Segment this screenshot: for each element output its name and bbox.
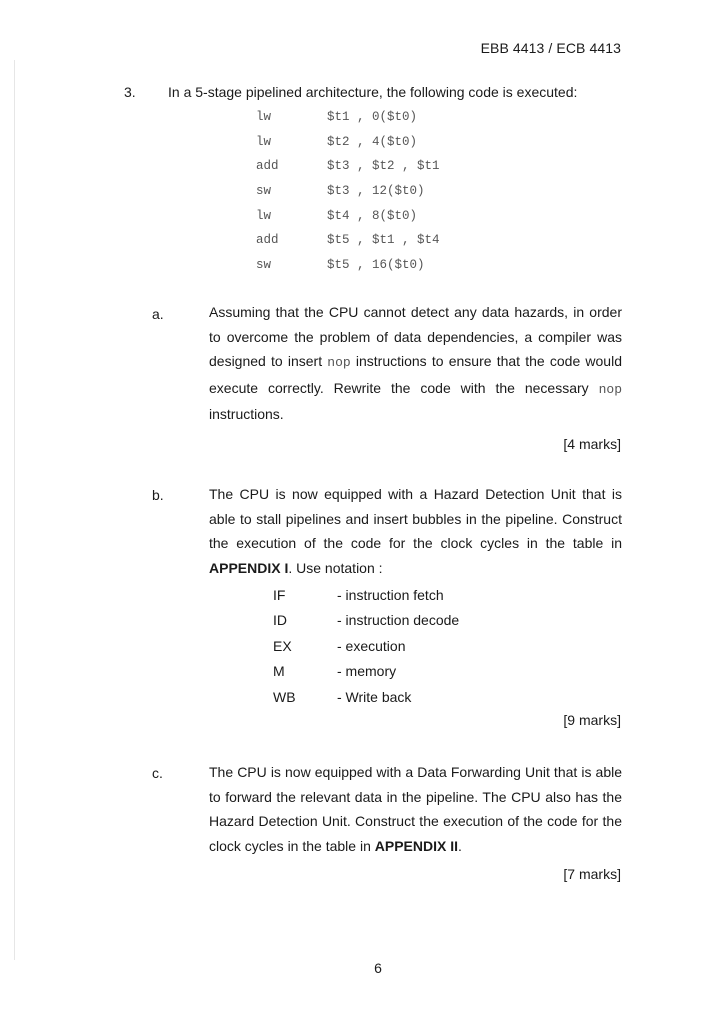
code-operands: $t4 , 8($t0) [327, 208, 418, 223]
code-opcode: lw [256, 134, 272, 149]
code-operands: $t5 , 16($t0) [327, 258, 425, 273]
part-a-text-1: Assuming that the CPU cannot detect any data hazards, in order to overcome the problem of data dependencies, a compiler was designed to insert [209, 304, 622, 369]
code-opcode: add [256, 159, 279, 174]
question-intro: In a 5-stage pipelined architecture, the following code is executed: [168, 84, 578, 100]
course-codes-header: EBB 4413 / ECB 4413 [480, 40, 621, 56]
part-c-label: c. [152, 765, 163, 781]
notation-desc: - instruction fetch [337, 587, 444, 603]
code-operands: $t2 , 4($t0) [327, 134, 418, 149]
code-operands: $t1 , 0($t0) [327, 110, 418, 124]
notation-abbr: EX [273, 637, 292, 654]
notation-item [273, 612, 533, 637]
code-line [256, 159, 516, 184]
notation-item [273, 689, 533, 714]
part-a-label: a. [152, 306, 164, 322]
notation-abbr: IF [273, 587, 286, 603]
nop-keyword: nop [598, 381, 622, 397]
part-b-label: b. [152, 487, 164, 503]
notation-abbr: WB [273, 688, 296, 705]
appendix-ii-ref: APPENDIX II [374, 837, 458, 854]
notation-list [273, 587, 533, 714]
notation-desc: - memory [337, 663, 397, 680]
part-c-text-1: The CPU is now equipped with a Data Forwarding Unit that is able to forward the relevant data in the pipeline. The CPU also has the Hazard Detection Unit. Construct the execution of the code for the clock cycles in the table in [209, 764, 622, 854]
part-a-marks: [4 marks] [563, 436, 621, 452]
page-number: 6 [374, 960, 382, 976]
nop-keyword: nop [327, 355, 351, 370]
code-opcode: lw [256, 208, 272, 223]
code-opcode: sw [256, 184, 272, 199]
part-a-text-3: instructions. [209, 406, 284, 422]
code-listing [256, 110, 516, 283]
notation-desc: - Write back [337, 688, 412, 705]
code-line [256, 110, 516, 135]
part-c-text [209, 760, 622, 858]
notation-item [273, 663, 533, 688]
code-operands: $t3 , $t2 , $t1 [327, 159, 440, 174]
part-a-text-2: instructions to ensure that the code would execute correctly. Rewrite the code with the necessary [209, 353, 622, 396]
scan-edge-line [14, 60, 15, 960]
part-b-text-2: . Use notation : [288, 559, 383, 576]
notation-desc: - execution [337, 637, 406, 654]
notation-abbr: M [273, 663, 285, 680]
part-b-text-1: The CPU is now equipped with a Hazard Detection Unit that is able to stall pipelines and insert bubbles in the pipeline. Construct the execution of the code for the clock cycles in the table in [209, 486, 622, 551]
code-line [256, 184, 516, 209]
code-opcode: add [256, 233, 279, 248]
part-c-marks: [7 marks] [563, 866, 621, 882]
code-line [256, 135, 516, 160]
part-b-text [209, 482, 622, 580]
part-a-text [209, 300, 622, 427]
part-c-text-2: . [458, 837, 462, 854]
notation-item [273, 587, 533, 612]
code-line [256, 233, 516, 258]
part-b-marks: [9 marks] [563, 712, 621, 728]
code-operands: $t3 , 12($t0) [327, 184, 425, 199]
notation-abbr: ID [273, 612, 287, 629]
notation-item [273, 638, 533, 663]
notation-desc: - instruction decode [337, 612, 460, 629]
code-line [256, 209, 516, 234]
appendix-i-ref: APPENDIX I [209, 559, 289, 576]
code-opcode: lw [256, 110, 272, 124]
code-line [256, 258, 516, 283]
code-operands: $t5 , $t1 , $t4 [327, 233, 440, 248]
code-opcode: sw [256, 258, 272, 273]
question-number: 3. [124, 84, 136, 100]
